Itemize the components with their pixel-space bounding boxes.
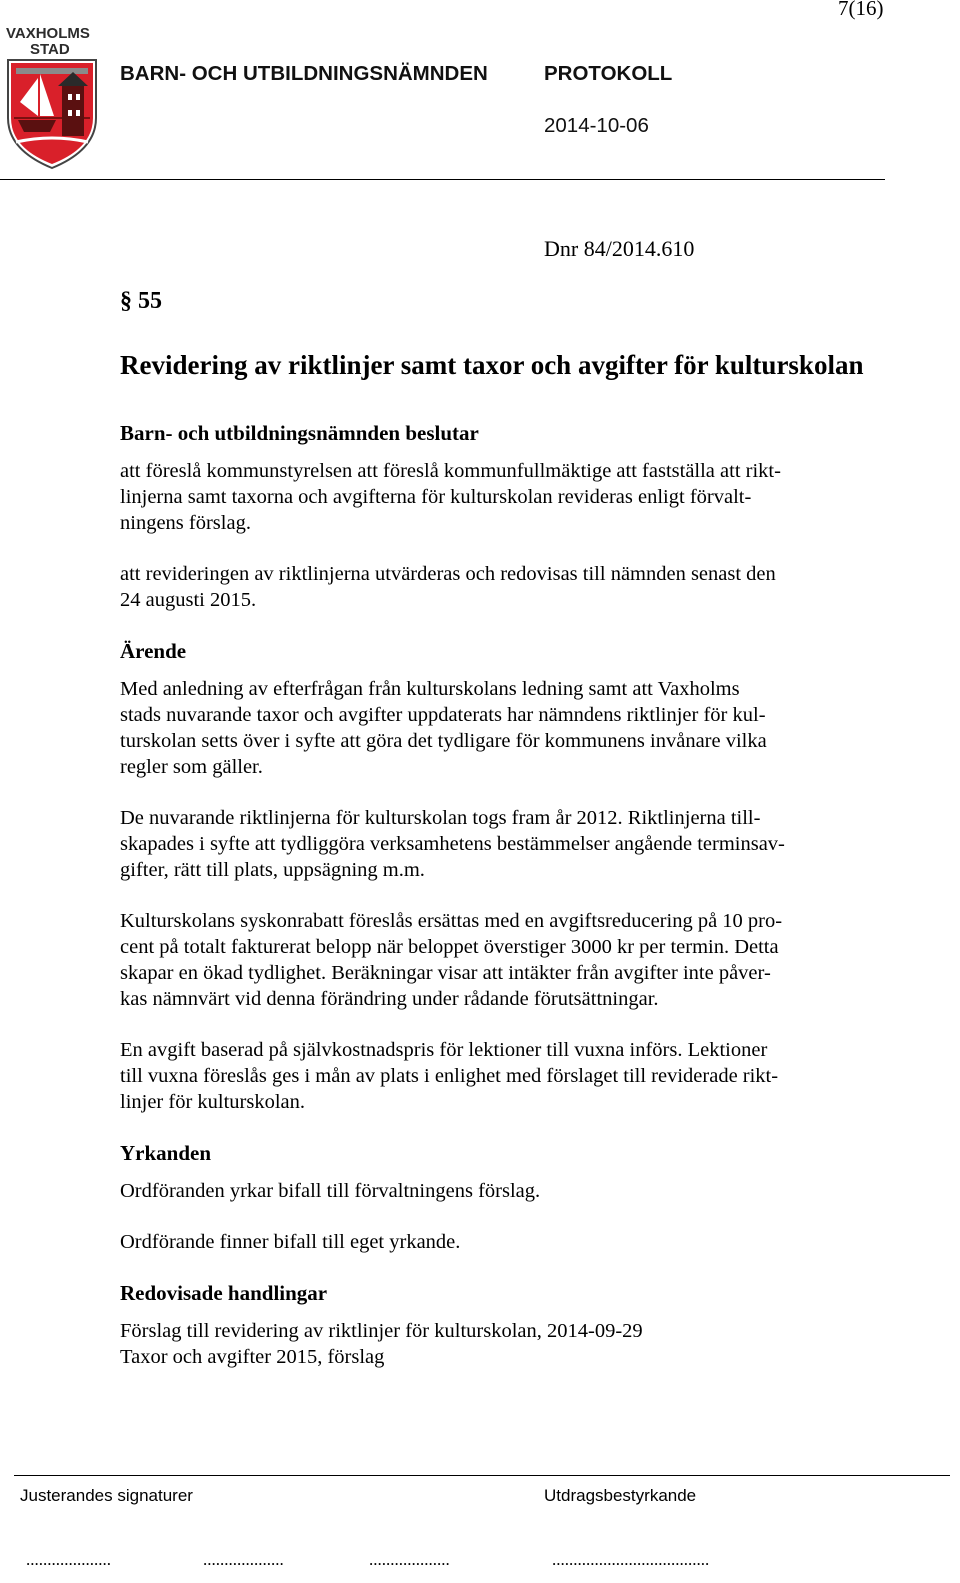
documents-heading: Redovisade handlingar xyxy=(120,1281,328,1305)
footer-divider xyxy=(14,1475,950,1476)
organization-name: BARN- OCH UTBILDNINGSNÄMNDEN xyxy=(120,62,488,85)
text-line: skapar en ökad tydlighet. Beräkningar visar att intäkter från avgifter inte påver- xyxy=(120,962,771,984)
decision-paragraph-1 xyxy=(120,458,890,536)
matter-paragraph-4 xyxy=(120,1037,890,1115)
text-line: turskolan setts över i syfte att göra det tydligare för kommunens invånare vilka xyxy=(120,730,767,752)
text-line: linjer för kulturskolan. xyxy=(120,1091,306,1113)
text-line: De nuvarande riktlinjerna för kulturskolan togs fram år 2012. Riktlinjerna till- xyxy=(120,807,761,829)
meeting-date: 2014-10-06 xyxy=(544,114,649,137)
document-item: Förslag till revidering av riktlinjer för kulturskolan, 2014-09-29 xyxy=(120,1320,643,1342)
text-line: linjerna samt taxorna och avgifterna för kulturskolan revideras enligt förvalt- xyxy=(120,486,752,508)
page-number: 7(16) xyxy=(838,0,884,20)
document-item: Taxor och avgifter 2015, förslag xyxy=(120,1346,385,1368)
text-line: cent på totalt fakturerat belopp när beloppet överstiger 3000 kr per termin. Detta xyxy=(120,936,779,958)
coat-of-arms-icon xyxy=(6,58,98,170)
document-type: PROTOKOLL xyxy=(544,62,673,85)
text-line: skapades i syfte att tydliggöra verksamhetens bestämmelser angående terminsav- xyxy=(120,833,785,855)
text-line: att föreslå kommunstyrelsen att föreslå kommunfullmäktige att fastställa att rikt- xyxy=(120,460,781,482)
text-line: att revideringen av riktlinjerna utvärderas och redovisas till nämnden senast den xyxy=(120,563,776,585)
protocol-body xyxy=(120,420,890,1370)
text-line: kas nämnvärt vid denna förändring under rådande förutsättningar. xyxy=(120,988,659,1010)
motions-heading: Yrkanden xyxy=(120,1141,212,1165)
decision-heading: Barn- och utbildningsnämnden beslutar xyxy=(120,421,479,445)
header-divider xyxy=(0,179,885,180)
text-line: 24 augusti 2015. xyxy=(120,589,257,611)
motion-line-2: Ordförande finner bifall till eget yrkande. xyxy=(120,1231,461,1253)
case-title: Revidering av riktlinjer samt taxor och avgifter för kulturskolan xyxy=(120,350,864,380)
decision-paragraph-2 xyxy=(120,561,890,613)
text-line: Kulturskolans syskonrabatt föreslås ersättas med en avgiftsreducering på 10 pro- xyxy=(120,910,783,932)
motion-line-1: Ordföranden yrkar bifall till förvaltningens förslag. xyxy=(120,1180,541,1202)
text-line: Med anledning av efterfrågan från kulturskolans ledning samt att Vaxholms xyxy=(120,678,740,700)
text-line: regler som gäller. xyxy=(120,756,263,778)
matter-paragraph-2 xyxy=(120,805,890,883)
text-line: till vuxna föreslås ges i mån av plats i enlighet med förslaget till reviderade rikt- xyxy=(120,1065,779,1087)
case-number: Dnr 84/2014.610 xyxy=(544,236,695,261)
text-line: stads nuvarande taxor och avgifter uppdaterats har nämndens riktlinjer för kul- xyxy=(120,704,766,726)
extract-signature-line: ..................................... xyxy=(552,1550,710,1569)
matter-paragraph-3 xyxy=(120,908,890,1012)
signature-line-2: ................... xyxy=(203,1550,284,1569)
matter-paragraph-1 xyxy=(120,676,890,780)
extract-certification-label: Utdragsbestyrkande xyxy=(544,1486,697,1505)
text-line: ningens förslag. xyxy=(120,512,251,534)
logo-text-line2: STAD xyxy=(30,41,70,58)
signatures-label: Justerandes signaturer xyxy=(20,1486,193,1505)
vaxholms-stad-logo xyxy=(6,26,98,175)
section-number: § 55 xyxy=(120,288,162,314)
text-line: En avgift baserad på självkostnadspris för lektioner till vuxna införs. Lektioner xyxy=(120,1039,768,1061)
matter-heading: Ärende xyxy=(120,639,187,663)
signature-line-1: .................... xyxy=(26,1550,111,1569)
documents-list xyxy=(120,1318,890,1370)
logo-text-line1: VAXHOLMS xyxy=(6,25,90,42)
signature-line-3: ................... xyxy=(369,1550,450,1569)
text-line: gifter, rätt till plats, uppsägning m.m. xyxy=(120,859,425,881)
